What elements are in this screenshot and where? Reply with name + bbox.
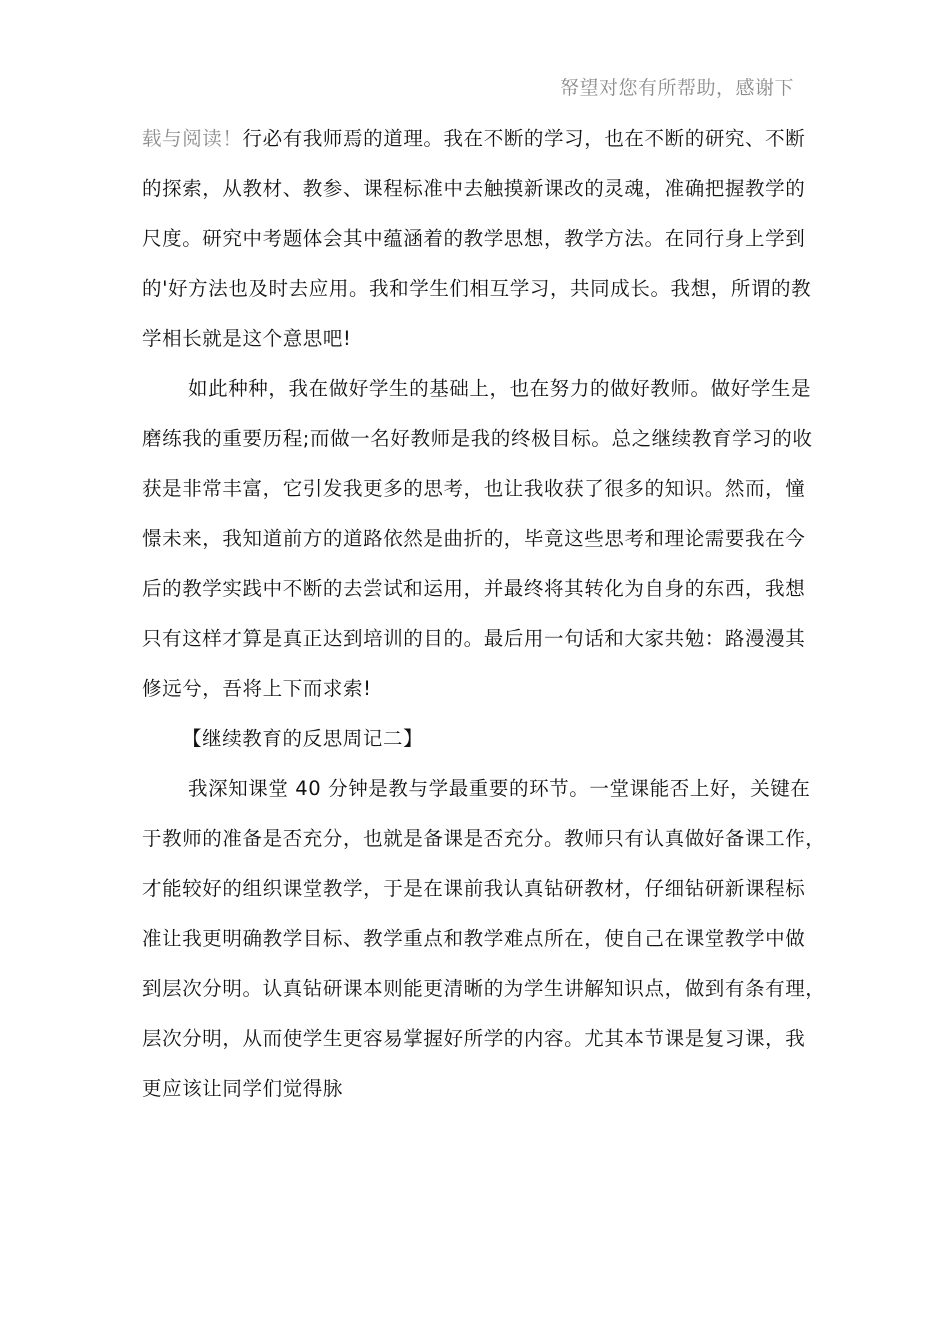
text-line: 准让我更明确教学目标、教学重点和教学难点所在，使自己在课堂教学中做 — [142, 927, 806, 950]
text-line: 到层次分明。认真钻研课本则能更清晰的为学生讲解知识点，做到有条有理， — [142, 977, 826, 1000]
paragraph-first-line: 如此种种，我在做好学生的基础上，也在努力的做好教师。做好学生是 — [188, 377, 812, 400]
text-line: 获是非常丰富，它引发我更多的思考，也让我收获了很多的知识。然而，憧 — [142, 477, 806, 500]
text-line: 的'好方法也及时去应用。我和学生们相互学习，共同成长。我想，所谓的教 — [142, 277, 812, 300]
text-line: 更应该让同学们觉得脉 — [142, 1077, 344, 1100]
text-line: 只有这样才算是真正达到培训的目的。最后用一句话和大家共勉：路漫漫其 — [142, 627, 806, 650]
text-line-prefix: 载与阅读！ — [142, 127, 243, 150]
text-line-content: 行必有我师焉的道理。我在不断的学习，也在不断的研究、不断 — [242, 127, 806, 150]
text-line: 修远兮，吾将上下而求索! — [142, 677, 372, 700]
text-line: 的探索，从教材、教参、课程标准中去触摸新课改的灵魂，准确把握教学的 — [142, 177, 806, 200]
text-line: 尺度。研究中考题体会其中蕴涵着的教学思想，教学方法。在同行身上学到 — [142, 227, 806, 250]
text-line: 才能较好的组织课堂教学，于是在课前我认真钻研教材，仔细钻研新课程标 — [142, 877, 806, 900]
text-line: 磨练我的重要历程;而做一名好教师是我的终极目标。总之继续教育学习的收 — [142, 427, 813, 450]
text-line — [142, 125, 805, 153]
paragraph-first-line: 我深知课堂 40 分钟是教与学最重要的环节。一堂课能否上好，关键在 — [188, 777, 811, 800]
header-note: 帑望对您有所帮助，感谢下 — [560, 77, 795, 99]
text-line: 学相长就是这个意思吧! — [142, 327, 352, 350]
text-line: 后的教学实践中不断的去尝试和运用，并最终将其转化为自身的东西，我想 — [142, 577, 806, 600]
text-line: 层次分明，从而使学生更容易掌握好所学的内容。尤其本节课是复习课，我 — [142, 1027, 806, 1050]
text-line: 憬未来，我知道前方的道路依然是曲折的，毕竟这些思考和理论需要我在今 — [142, 527, 806, 550]
text-line: 于教师的准备是否充分，也就是备课是否充分。教师只有认真做好备课工作， — [142, 827, 826, 850]
section-heading: 【继续教育的反思周记二】 — [182, 727, 424, 750]
